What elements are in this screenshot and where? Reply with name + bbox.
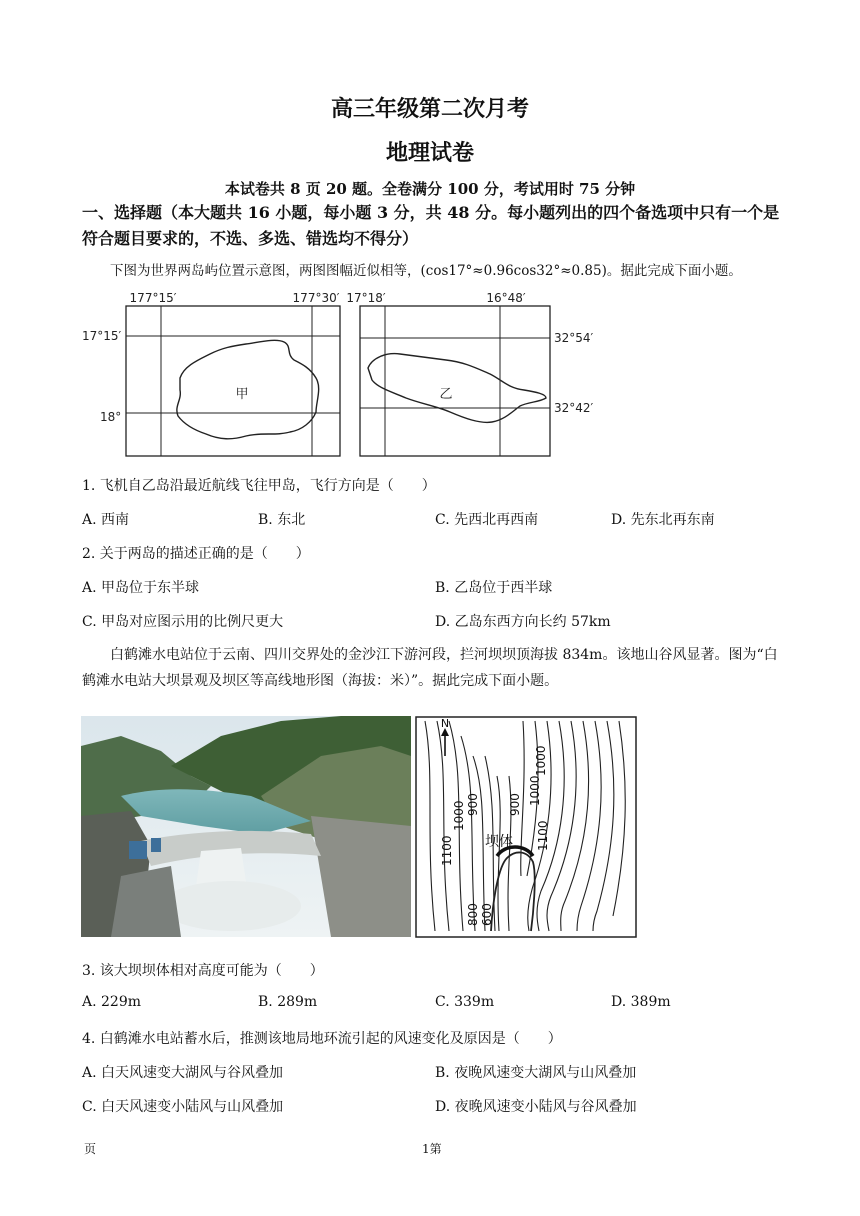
question-4: 4. 白鹤滩水电站蓄水后，推测该地局地环流引起的风速变化及原因是（ ） xyxy=(82,1031,562,1047)
question-1: 1. 飞机自乙岛沿最近航线飞往甲岛，飞行方向是（ ） xyxy=(82,478,436,494)
tick-lon-16-48: 16°48′ xyxy=(486,291,526,305)
contour-label-600: 600 xyxy=(480,903,494,926)
passage-2: 白鹤滩水电站位于云南、四川交界处的金沙江下游河段，拦河坝坝顶海拔 834m。该地山谷风显著。图为“白鹤滩水电站大坝景观及坝区等高线地形图（海拔：米）”。据此完成下面小题。 xyxy=(82,647,778,689)
contour-label-900-right: 900 xyxy=(508,793,522,816)
contour-label-1100-right: 1100 xyxy=(536,820,550,851)
contour-label-1000-top: 1000 xyxy=(534,745,548,776)
q1-option-c: C. 先西北再西南 xyxy=(435,512,539,528)
dam-label: 坝体 xyxy=(485,834,513,850)
q3-option-d: D. 389m xyxy=(611,994,671,1010)
island-label-jia: 甲 xyxy=(235,387,249,402)
q3-option-c: C. 339m xyxy=(435,994,495,1010)
q4-option-c: C. 白天风速变小陆风与山风叠加 xyxy=(82,1099,284,1115)
q1-option-d: D. 先东北再东南 xyxy=(611,512,715,528)
island-map-figure xyxy=(80,290,600,462)
q2-option-a: A. 甲岛位于东半球 xyxy=(82,580,200,596)
q4-option-d: D. 夜晚风速变小陆风与谷风叠加 xyxy=(435,1099,637,1115)
tick-lon-177-15: 177°15′ xyxy=(129,291,177,305)
section-heading: 一、选择题（本大题共 16 小题，每小题 3 分，共 48 分。每小题列出的四个备选项中只有一个是符合题目要求的，不选、多选、错选均不得分） xyxy=(82,203,780,248)
q1-option-b: B. 东北 xyxy=(258,512,306,528)
exam-info: 本试卷共 8 页 20 题。全卷满分 100 分，考试用时 75 分钟 xyxy=(224,180,636,198)
q3-option-b: B. 289m xyxy=(258,994,318,1010)
footer-left: 页 xyxy=(84,1142,97,1156)
question-2: 2. 关于两岛的描述正确的是（ ） xyxy=(82,546,310,562)
dam-photo xyxy=(81,716,411,937)
contour-label-800: 800 xyxy=(466,903,480,926)
footer-page-number: 1第 xyxy=(422,1142,442,1156)
q4-option-a: A. 白天风速变大湖风与谷风叠加 xyxy=(82,1065,284,1081)
island-label-yi: 乙 xyxy=(439,387,453,402)
passage-1: 下图为世界两岛屿位置示意图，两图图幅近似相等，(cos17°≈0.96cos32°≈0.85)。据此完成下面小题。 xyxy=(110,263,742,279)
q2-option-b: B. 乙岛位于西半球 xyxy=(435,580,553,596)
map-yi xyxy=(360,306,550,456)
question-3: 3. 该大坝坝体相对高度可能为（ ） xyxy=(82,963,324,979)
tick-lat-32-54: 32°54′ xyxy=(554,331,594,345)
q3-option-a: A. 229m xyxy=(82,994,142,1010)
tick-lon-177-30: 177°30′ xyxy=(292,291,340,305)
contour-label-1000-left: 1000 xyxy=(452,800,466,831)
exam-title: 高三年级第二次月考 xyxy=(330,96,529,122)
tick-lat-18: 18° xyxy=(100,410,122,424)
q4-option-b: B. 夜晚风速变大湖风与山风叠加 xyxy=(435,1065,637,1081)
contour-label-1000-right: 1000 xyxy=(528,775,542,806)
contour-label-1100-left: 1100 xyxy=(440,835,454,866)
map-jia xyxy=(126,306,340,456)
contour-label-900-left: 900 xyxy=(466,793,480,816)
tick-lat-17-15: 17°15′ xyxy=(82,329,122,343)
tick-lon-17-18: 17°18′ xyxy=(346,291,386,305)
q1-option-a: A. 西南 xyxy=(82,512,130,528)
q2-option-d: D. 乙岛东西方向长约 57km xyxy=(435,614,611,630)
exam-subject: 地理试卷 xyxy=(385,140,474,166)
north-arrow-label: N xyxy=(440,717,450,730)
q2-option-c: C. 甲岛对应图示用的比例尺更大 xyxy=(82,614,284,630)
contour-map xyxy=(415,716,637,938)
tick-lat-32-42: 32°42′ xyxy=(554,401,594,415)
